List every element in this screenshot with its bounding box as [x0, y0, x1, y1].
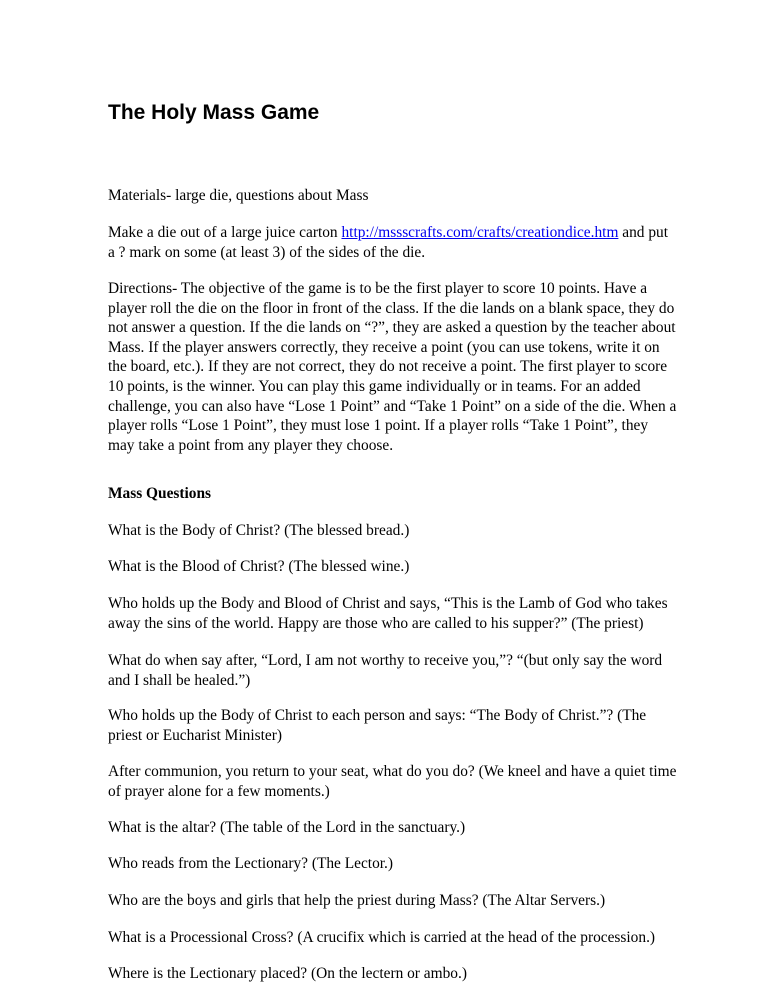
question-item: After communion, you return to your seat, what do you do? (We kneel and have a quiet time of prayer alone for a few moments.) — [108, 763, 677, 800]
question-item: Who reads from the Lectionary? (The Lector.) — [108, 855, 394, 872]
question-item: Who holds up the Body of Christ to each person and says: “The Body of Christ.”? (The priest or Eucharist Minister) — [108, 707, 647, 744]
question-item: Who are the boys and girls that help the priest during Mass? (The Altar Servers.) — [108, 892, 606, 909]
mass-questions-heading: Mass Questions — [108, 485, 212, 502]
question-item: Where is the Lectionary placed? (On the lectern or ambo.) — [108, 965, 467, 982]
directions-paragraph: Directions- The objective of the game is to be the first player to score 10 points. Have a player roll the die on the floor in front of the class. If the die lands on a blank space, they do not answer a question. If the die lands on “?”, they are asked a question by the teacher about Mass. If the player answers correctly, they receive a point (you can use tokens, write it on the board, etc.). If they are not correct, they do not receive a point. The first player to score 10 points, is the winner. You can play this game individually or in teams. For an added challenge, you can also have “Lose 1 Point” and “Take 1 Point” on a side of the die. When a player rolls “Lose 1 Point”, they must lose 1 point. If a player rolls “Take 1 Point”, they may take a point from any player they choose. — [108, 280, 677, 454]
question-item: What is a Processional Cross? (A crucifix which is carried at the head of the procession.) — [108, 929, 656, 946]
question-item: What is the Blood of Christ? (The blessed wine.) — [108, 558, 410, 575]
question-item: What is the Body of Christ? (The blessed bread.) — [108, 522, 410, 539]
document-title: The Holy Mass Game — [108, 101, 320, 124]
question-item: What do when say after, “Lord, I am not worthy to receive you,”? “(but only say the word and I shall be healed.”) — [108, 652, 663, 689]
die-instructions-text-after: and put a ? mark on some (at least 3) of the sides of the die. — [108, 224, 669, 261]
question-item: What is the altar? (The table of the Lord in the sanctuary.) — [108, 819, 466, 836]
question-item: Who holds up the Body and Blood of Christ and says, “This is the Lamb of God who takes away the sins of the world. Happy are those who are called to his supper?” (The priest) — [108, 595, 668, 632]
materials-paragraph: Materials- large die, questions about Mass — [108, 187, 369, 204]
die-instructions-paragraph — [108, 223, 678, 262]
creation-dice-link[interactable]: http://mssscrafts.com/crafts/creationdice.htm — [341, 224, 619, 241]
die-instructions-text-before: Make a die out of a large juice carton — [108, 224, 342, 241]
